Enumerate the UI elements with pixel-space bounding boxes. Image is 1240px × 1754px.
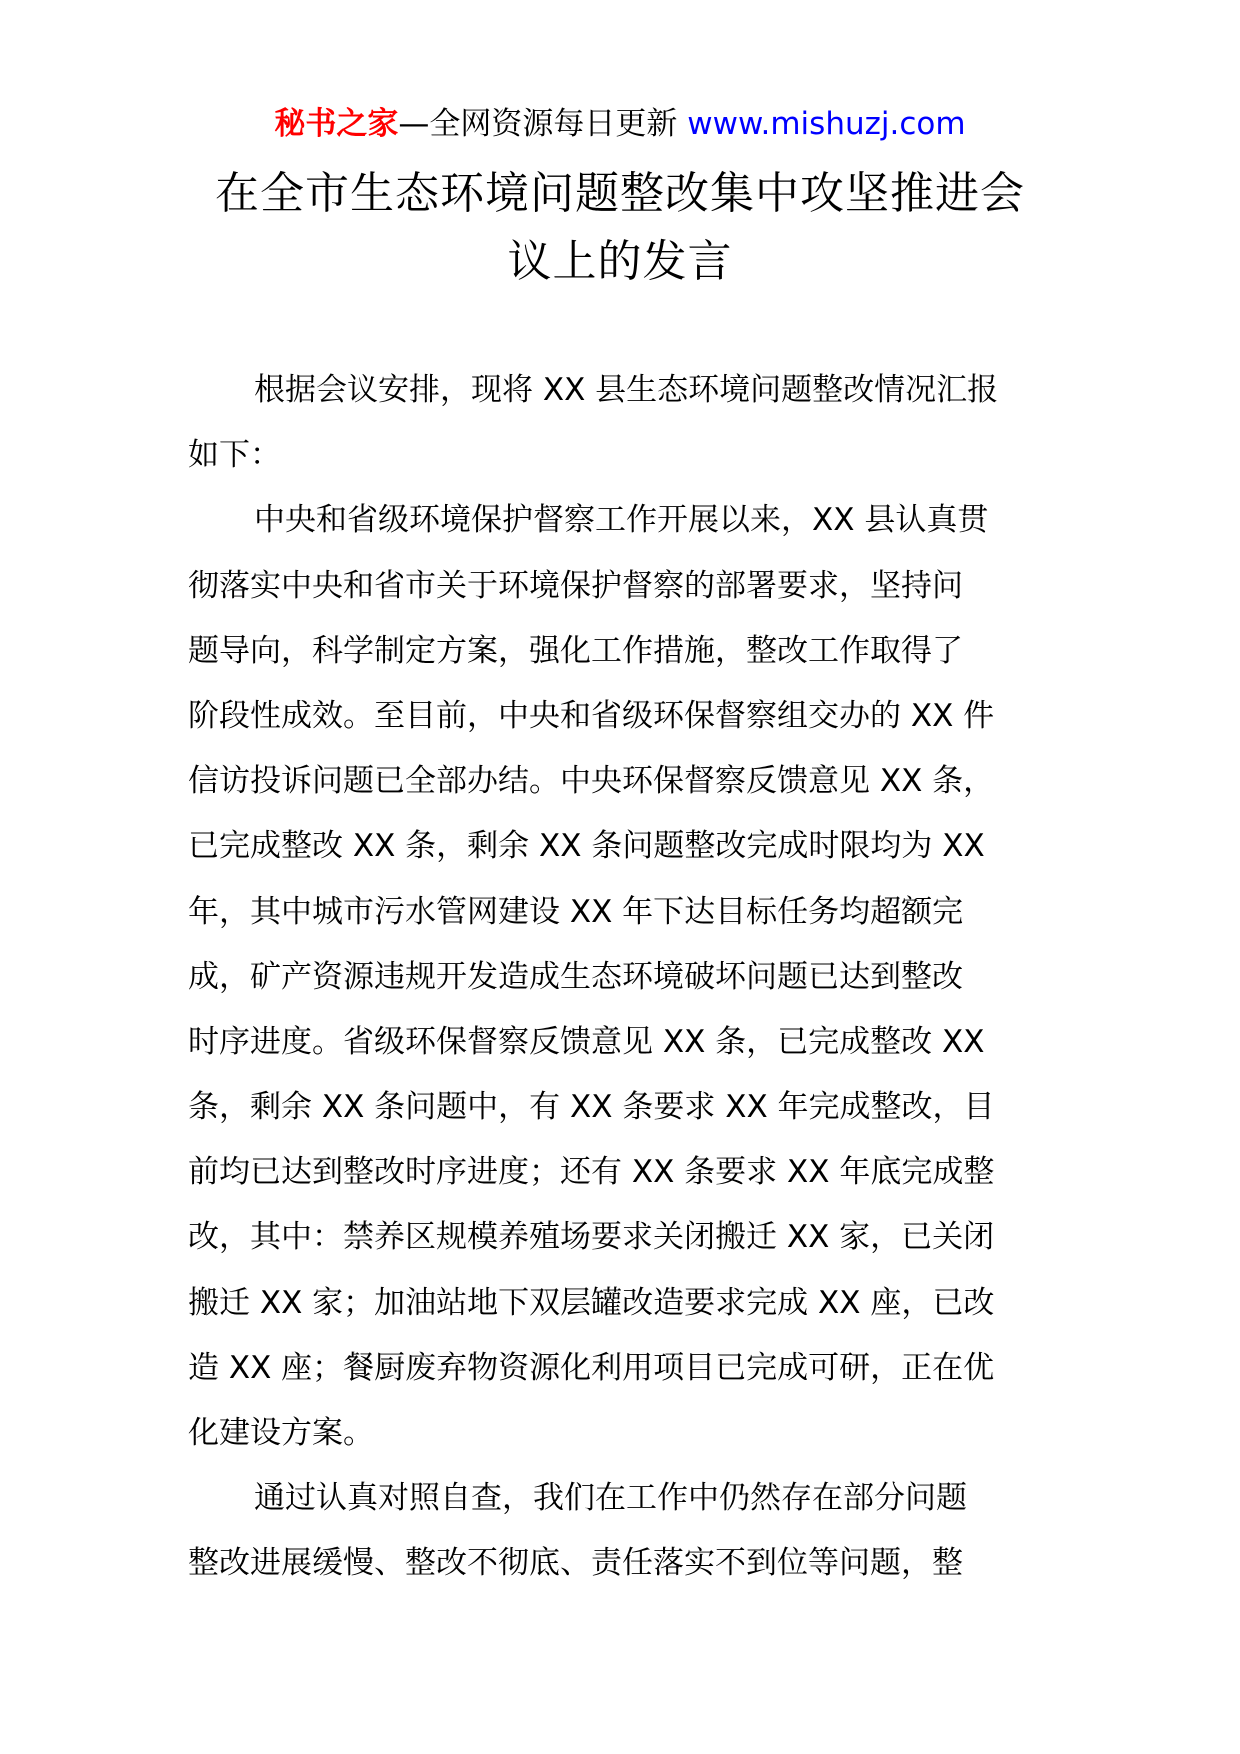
- document-title: [160, 160, 1080, 296]
- paragraph-line: 信访投诉问题已全部办结。中央环保督察反馈意见 XX 条，: [188, 763, 995, 800]
- paragraph-line: 中央和省级环境保护督察工作开展以来，XX 县认真贯: [254, 502, 989, 539]
- title-line: 在全市生态环境问题整改集中攻坚推进会: [215, 168, 1025, 219]
- title-line: 议上的发言: [507, 236, 733, 287]
- paragraph-line: 彻落实中央和省市关于环境保护督察的部署要求，坚持问: [188, 567, 963, 604]
- paragraph-line: 时序进度。省级环保督察反馈意见 XX 条，已完成整改 XX: [188, 1023, 985, 1060]
- site-header: [0, 102, 1240, 146]
- paragraph-line: 年，其中城市污水管网建设 XX 年下达目标任务均超额完: [188, 893, 964, 930]
- paragraph-line: 根据会议安排，现将 XX 县生态环境问题整改情况汇报: [254, 372, 999, 408]
- brand-name: 秘书之家: [274, 106, 399, 142]
- paragraph-line: 化建设方案。: [188, 1415, 374, 1451]
- paragraph-line: 造 XX 座；餐厨废弃物资源化利用项目已完成可研，正在优: [188, 1349, 995, 1386]
- document-body: [188, 358, 1054, 1597]
- paragraph-line: 搬迁 XX 家；加油站地下双层罐改造要求完成 XX 座，已改: [188, 1284, 995, 1321]
- paragraph-line: 前均已达到整改时序进度；还有 XX 条要求 XX 年底完成整: [188, 1154, 995, 1191]
- header-tagline: —全网资源每日更新: [398, 106, 688, 142]
- paragraph-line: 题导向，科学制定方案，强化工作措施，整改工作取得了: [188, 632, 963, 669]
- paragraph-line: 阶段性成效。至目前，中央和省级环保督察组交办的 XX 件: [188, 697, 995, 734]
- paragraph-line: 成，矿产资源违规开发造成生态环境破坏问题已达到整改: [188, 958, 963, 995]
- paragraph-line: 改，其中：禁养区规模养殖场要求关闭搬迁 XX 家，已关闭: [188, 1219, 995, 1256]
- paragraph-line: 条，剩余 XX 条问题中，有 XX 条要求 XX 年完成整改，目: [188, 1089, 995, 1126]
- paragraph-line: 已完成整改 XX 条，剩余 XX 条问题整改完成时限均为 XX: [188, 828, 985, 865]
- paragraph-line: 如下：: [188, 437, 281, 474]
- paragraph-line: 通过认真对照自查，我们在工作中仍然存在部分问题: [254, 1480, 967, 1517]
- site-url-link[interactable]: www.mishuzj.com: [687, 106, 966, 142]
- paragraph-line: 整改进展缓慢、整改不彻底、责任落实不到位等问题，整: [188, 1545, 963, 1582]
